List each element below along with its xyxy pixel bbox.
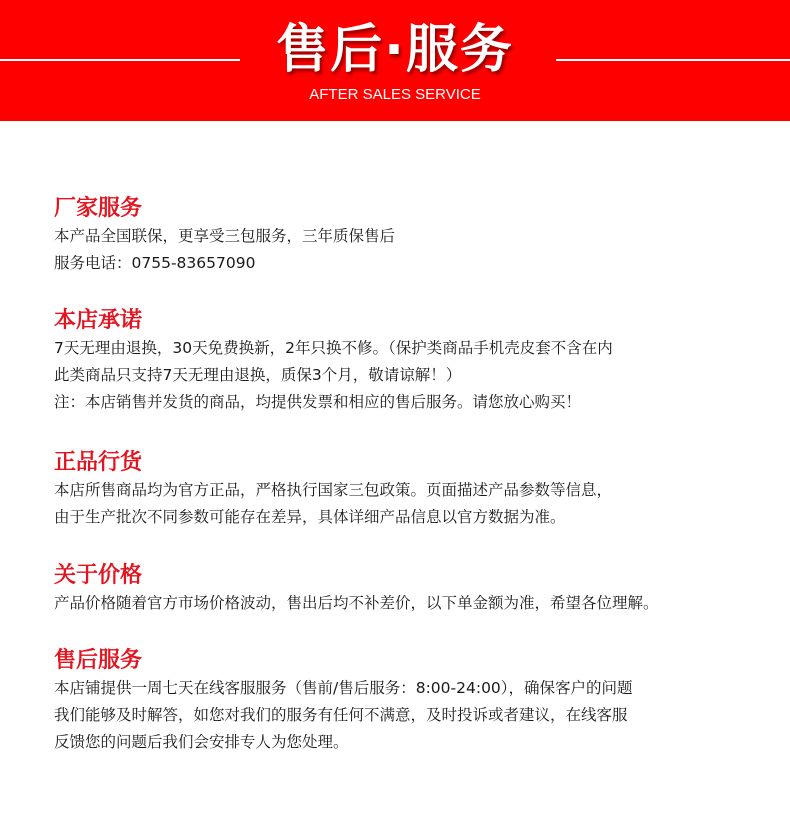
- section-heading: 本店承诺: [54, 307, 143, 333]
- banner-title: 售后·服务: [276, 20, 514, 80]
- header-banner: [0, 0, 790, 121]
- section-manufacturer-service: [54, 193, 774, 277]
- section-about-price: [54, 560, 774, 617]
- section-line: 我们能够及时解答，如您对我们的服务有任何不满意，及时投诉或者建议，在线客服: [54, 706, 628, 724]
- section-heading: 厂家服务: [54, 195, 143, 221]
- section-line: 本产品全国联保，更享受三包服务，三年质保售后: [54, 227, 396, 245]
- section-line: 产品价格随着官方市场价格波动，售出后均不补差价，以下单金额为准，希望各位理解。: [54, 594, 659, 612]
- banner-subtitle: AFTER SALES SERVICE: [309, 86, 481, 103]
- section-genuine-goods: [54, 447, 774, 531]
- section-line: 7天无理由退换，30天免费换新，2年只换不修。（保护类商品手机壳皮套不含在内: [54, 339, 613, 357]
- section-heading: 售后服务: [54, 647, 143, 673]
- section-line: 反馈您的问题后我们会安排专人为您处理。: [54, 733, 349, 751]
- section-store-promise: [54, 305, 774, 416]
- section-heading: 关于价格: [54, 562, 143, 588]
- section-line: 本店所售商品均为官方正品，严格执行国家三包政策。页面描述产品参数等信息，: [54, 481, 613, 499]
- section-line: 注：本店销售并发货的商品，均提供发票和相应的售后服务。请您放心购买！: [54, 393, 582, 411]
- section-heading: 正品行货: [54, 449, 143, 475]
- section-line: 服务电话：0755-83657090: [54, 254, 256, 272]
- section-line: 由于生产批次不同参数可能存在差异，具体详细产品信息以官方数据为准。: [54, 508, 566, 526]
- section-line: 本店铺提供一周七天在线客服服务（售前/售后服务：8:00-24:00），确保客户的问题: [54, 679, 633, 697]
- section-line: 此类商品只支持7天无理由退换，质保3个月，敬请谅解！）: [54, 366, 462, 384]
- section-after-sales: [54, 645, 774, 756]
